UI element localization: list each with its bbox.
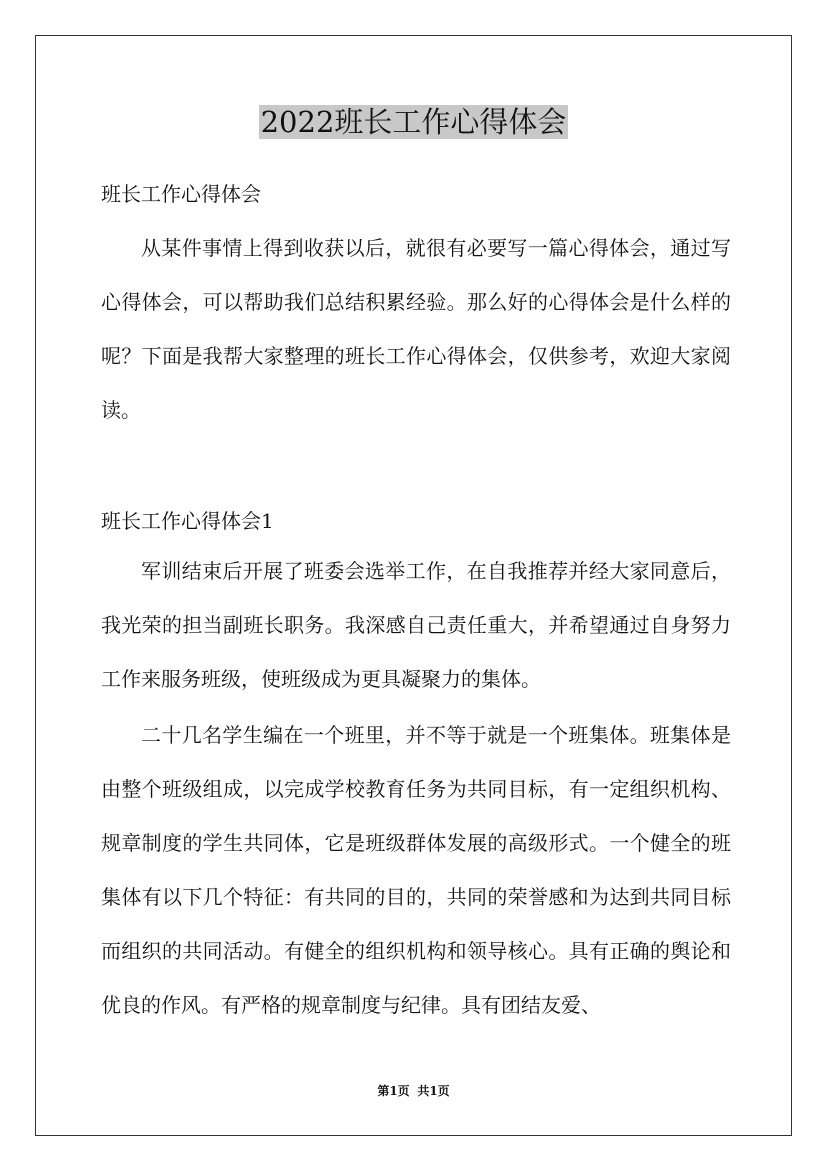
intro-paragraph: 从某件事情上得到收获以后，就很有必要写一篇心得体会，通过写心得体会，可以帮助我们总结积累经验。那么好的心得体会是什么样的呢？下面是我帮大家整理的班长工作心得体会，仅供参考，欢迎大家阅读。	[101, 236, 731, 422]
section1-paragraph-2: 二十几名学生编在一个班里，并不等于就是一个班集体。班集体是由整个班级组成，以完成学校教育任务为共同目标，有一定组织机构、规章制度的学生共同体，它是班级群体发展的高级形式。一个健全的班集体有以下几个特征：有共同的目的，共同的荣誉感和为达到共同目标而组织的共同活动。有健全的组织机构和领导核心。具有正确的舆论和优良的作风。有严格的规章制度与纪律。具有团结友爱、	[101, 723, 731, 1017]
document-title	[0, 100, 827, 144]
document-title-text: 2022班长工作心得体会	[260, 105, 567, 139]
page-number: 第1页	[377, 1084, 410, 1098]
page-total: 共1页	[417, 1084, 450, 1098]
section1-heading: 班长工作心得体会1	[101, 509, 274, 533]
section1-paragraph-1: 军训结束后开展了班委会选举工作，在自我推荐并经大家同意后，我光荣的担当副班长职务。我深感自己责任重大，并希望通过自身努力工作来服务班级，使班级成为更具凝聚力的集体。	[101, 559, 731, 691]
intro-heading: 班长工作心得体会	[101, 182, 261, 206]
page-footer	[0, 1082, 827, 1100]
